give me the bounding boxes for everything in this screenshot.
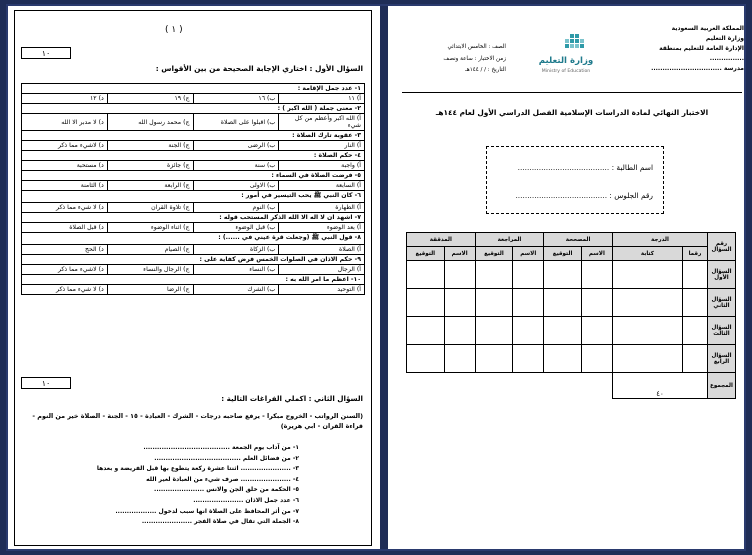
question-text: ٣- عقوبة تارك الصلاة : [22, 131, 365, 141]
answer-option[interactable]: د) ١٢ [22, 94, 108, 104]
grade-cell[interactable] [544, 317, 582, 345]
grade-cell[interactable] [682, 261, 707, 289]
answer-option[interactable]: ج) الجنة [107, 141, 193, 151]
q2-title: السؤال الثاني : اكملي الفراغات التالية : [221, 394, 363, 403]
col-name: الاسم [444, 247, 475, 261]
grade-cell[interactable] [444, 317, 475, 345]
fill-in-item[interactable]: ٣- ...................... اثنتا عشرة ركعة يتطوع بها قبل الفريضة و بعدها [96, 465, 299, 473]
question-row [22, 233, 365, 245]
answer-option[interactable]: ب) الشرك [193, 285, 279, 295]
question-row [22, 213, 365, 223]
col-question-no: رقم السؤال [708, 233, 736, 261]
options-row [22, 285, 365, 295]
answer-option[interactable]: ج) الصيام [107, 245, 193, 255]
grade-cell[interactable] [612, 289, 682, 317]
header-right [634, 24, 744, 74]
fill-in-item[interactable]: ١- من آداب يوم الجمعة ...................................... [143, 444, 299, 451]
header-grade: الصف : الخامس الابتدائي [447, 44, 506, 50]
grade-cell[interactable] [444, 345, 475, 373]
question-text: ١٠- اعظم ما امر الله به : [22, 275, 365, 285]
mcq-table [21, 83, 365, 295]
answer-option[interactable]: ج) اثناء الوضوء [107, 223, 193, 233]
answer-option[interactable]: ج) تلاوة القران [107, 203, 193, 213]
exam-page-questions [14, 10, 372, 546]
grade-cell[interactable] [407, 289, 445, 317]
answer-option[interactable]: ج) محمد رسول الله [107, 114, 193, 131]
answer-option[interactable]: ب) قبل الوضوء [193, 223, 279, 233]
answer-option[interactable]: أ) ١١ [279, 94, 365, 104]
answer-option[interactable]: د) قبل الصلاة [22, 223, 108, 233]
answer-option[interactable]: أ) النار [279, 141, 365, 151]
grade-cell[interactable] [513, 261, 544, 289]
question-row [22, 275, 365, 285]
grade-cell[interactable] [581, 289, 612, 317]
exam-cover-page [396, 20, 748, 545]
answer-option[interactable]: ج) الرجال والنساء [107, 265, 193, 275]
question-row [22, 131, 365, 141]
grade-cell[interactable] [444, 289, 475, 317]
grade-cell[interactable] [682, 345, 707, 373]
col-name: الاسم [581, 247, 612, 261]
grading-table [406, 232, 736, 399]
grade-cell[interactable] [513, 317, 544, 345]
grade-cell[interactable] [581, 317, 612, 345]
col-corrector: المصححة [544, 233, 613, 247]
header-school: مدرسة ............................... [651, 65, 744, 72]
answer-option[interactable]: ب) سنة [193, 161, 279, 171]
document-spread [6, 4, 746, 551]
answer-option[interactable]: د) لاشيء مما ذكر [22, 265, 108, 275]
question-text: ٩- حكم الاذان في الصلوات الخمس فرض كفاية على : [22, 255, 365, 265]
header-country: المملكة العربية السعودية [671, 25, 744, 32]
answer-option[interactable]: ب) الرضى [193, 141, 279, 151]
col-grade: الدرجة [612, 233, 707, 247]
col-signature: التوقيع [475, 247, 513, 261]
header-date: التاريخ : / / ١٤٤هـ [465, 67, 506, 73]
answer-option[interactable]: د) الثامنة [22, 181, 108, 191]
q2-score-box: ١٠ [21, 377, 71, 389]
options-row [22, 94, 365, 104]
question-row [22, 84, 365, 94]
answer-option[interactable]: أ) الطهارة [279, 203, 365, 213]
answer-option[interactable]: ب) الاولى [193, 181, 279, 191]
answer-option[interactable]: د) لاشيء مما ذكر [22, 141, 108, 151]
grade-cell[interactable] [581, 261, 612, 289]
grade-cell[interactable] [475, 289, 513, 317]
question-text: ٨- قول النبي ﷺ (وجعلت قرة عيني في ......) : [22, 233, 365, 245]
options-row [22, 161, 365, 171]
student-name-field: اسم الطالبة : ....................................... [517, 163, 653, 172]
grade-cell[interactable] [407, 261, 445, 289]
answer-option[interactable]: ج) الرضا [107, 285, 193, 295]
col-auditor: المدققة [407, 233, 476, 247]
options-row [22, 223, 365, 233]
grade-row [407, 289, 736, 317]
fill-in-item[interactable]: ٦- عدد جمل الاذان ...................... [193, 496, 299, 504]
fill-in-list [59, 443, 299, 528]
answer-option[interactable]: أ) بعد الوضوء [279, 223, 365, 233]
grade-cell[interactable] [513, 345, 544, 373]
grade-cell[interactable] [682, 317, 707, 345]
answer-option[interactable]: ج) الرابعة [107, 181, 193, 191]
header-left [428, 42, 506, 77]
grade-cell[interactable] [475, 345, 513, 373]
grade-cell[interactable] [612, 317, 682, 345]
answer-option[interactable]: ج) جائزة [107, 161, 193, 171]
grade-row [407, 345, 736, 373]
question-text: ٧- اشهد ان لا اله الا الله الذكر المستحب قوله : [22, 213, 365, 223]
options-row [22, 114, 365, 131]
col-words: كتابة [612, 247, 682, 261]
col-digits: رقما [682, 247, 707, 261]
total-label: المجموع [708, 373, 736, 399]
answer-option[interactable]: ب) الزكاة [193, 245, 279, 255]
header-admin: الإدارة العامة للتعليم بمنطقة ............... [659, 45, 744, 62]
q1-title: السؤال الأول : اختاري الإجابة الصحيحة من بين الأقواس : [155, 64, 363, 73]
col-name: الاسم [513, 247, 544, 261]
answer-option[interactable]: أ) الصلاة [279, 245, 365, 255]
answer-option[interactable]: أ) السابعة [279, 181, 365, 191]
col-signature: التوقيع [407, 247, 445, 261]
grade-row [407, 317, 736, 345]
fill-in-item[interactable]: ٢- من فضائل العلم ...................................... [154, 454, 299, 462]
grade-cell[interactable] [544, 289, 582, 317]
question-text: ١- عدد جمل الإقامة : [22, 84, 365, 94]
answer-option[interactable]: د) الحج [22, 245, 108, 255]
answer-option[interactable]: د) مستحبة [22, 161, 108, 171]
ministry-logo-icon [526, 30, 606, 58]
fill-in-item[interactable]: ٧- من أثر المحافظ على الصلاة انها سبب لدخول .................. [115, 507, 299, 515]
answer-option[interactable]: أ) الرجال [279, 265, 365, 275]
options-row [22, 245, 365, 255]
answer-option[interactable]: ب) النساء [193, 265, 279, 275]
answer-option[interactable]: أ) واجبة [279, 161, 365, 171]
page-divider [380, 6, 388, 549]
answer-option[interactable]: ب) النوم [193, 203, 279, 213]
header-duration: زمن الاختبار : ساعة ونصف [443, 55, 506, 62]
col-signature: التوقيع [544, 247, 582, 261]
question-row [22, 151, 365, 161]
ministry-logo [526, 30, 606, 80]
answer-option[interactable]: أ) الله اكبر وأعظم من كل شيء [279, 114, 365, 131]
answer-option[interactable]: أ) التوحيد [279, 285, 365, 295]
question-text: ٦- كان النبي ﷺ يحب التيسير في أمور : [22, 191, 365, 203]
col-reviewer: المراجعة [475, 233, 544, 247]
fill-in-item[interactable]: ٨- الجملة التي تقال في صلاة الفجر ...................... [141, 518, 299, 526]
grade-cell[interactable] [544, 345, 582, 373]
grade-row-label: السؤال الأول [708, 261, 736, 289]
options-row [22, 265, 365, 275]
q1-score-box: ١٠ [21, 47, 71, 59]
logo-text: وزارة التعليم [538, 56, 594, 66]
grade-row-label: السؤال الثاني [708, 289, 736, 317]
answer-option[interactable]: د) لا مدبر الا الله [22, 114, 108, 131]
grade-row [407, 261, 736, 289]
options-row [22, 141, 365, 151]
grade-cell[interactable] [407, 317, 445, 345]
grade-cell[interactable] [682, 289, 707, 317]
question-text: ٤- حكم الصلاة : [22, 151, 365, 161]
options-row [22, 181, 365, 191]
grade-cell[interactable] [475, 261, 513, 289]
header-divider [402, 92, 742, 93]
seat-number-field: رقم الجلوس : ....................................... [515, 191, 653, 200]
answer-option[interactable]: د) لا شيء مما ذكر [22, 285, 108, 295]
question-text: ٥- فرضت الصلاة في السماء : [22, 171, 365, 181]
grade-cell[interactable] [581, 345, 612, 373]
grade-row-label: السؤال الرابع [708, 345, 736, 373]
fill-in-item[interactable]: ٤- ...................... صرف شيء من العبادة لغير الله [146, 475, 299, 483]
answer-option[interactable]: ج) ١٩ [107, 94, 193, 104]
word-bank: (السنن الرواتب - الخروج مبكرا - يرفع صاحبه درجات - الشرك - العبادة - ١٥ - الجنة - الصلاة خير من النوم - قراءة القران - ابي هريرة) [32, 412, 363, 430]
grade-cell[interactable] [513, 289, 544, 317]
answer-option[interactable]: د) لا شيء مما ذكر [22, 203, 108, 213]
fill-in-item[interactable]: ٥- الحكمة من خلق الجن والانس ...................... [154, 486, 299, 494]
grade-cell[interactable] [612, 345, 682, 373]
total-value: ٤٠ [612, 373, 707, 399]
grade-cell[interactable] [544, 261, 582, 289]
question-row [22, 191, 365, 203]
page-number: ( ١ ) [165, 25, 183, 35]
answer-option[interactable]: ب) اقبلوا على الصلاة [193, 114, 279, 131]
student-info-box [486, 146, 664, 214]
question-text: ٢- معنى جملة ( الله اكبر ) : [22, 104, 365, 114]
exam-title: الاختبار النهائي لمادة الدراسات الإسلامية الفصل الدراسي الأول لعام ١٤٤هـ [435, 108, 709, 117]
question-row [22, 171, 365, 181]
grade-cell[interactable] [612, 261, 682, 289]
header-ministry: وزارة التعليم [705, 35, 744, 42]
options-row [22, 203, 365, 213]
grade-cell[interactable] [444, 261, 475, 289]
logo-subtext: Ministry of Education [541, 69, 591, 74]
grade-cell[interactable] [475, 317, 513, 345]
answer-option[interactable]: ب) ١٦ [193, 94, 279, 104]
grade-row-label: السؤال الثالث [708, 317, 736, 345]
question-row [22, 104, 365, 114]
question-row [22, 255, 365, 265]
grade-cell[interactable] [407, 345, 445, 373]
